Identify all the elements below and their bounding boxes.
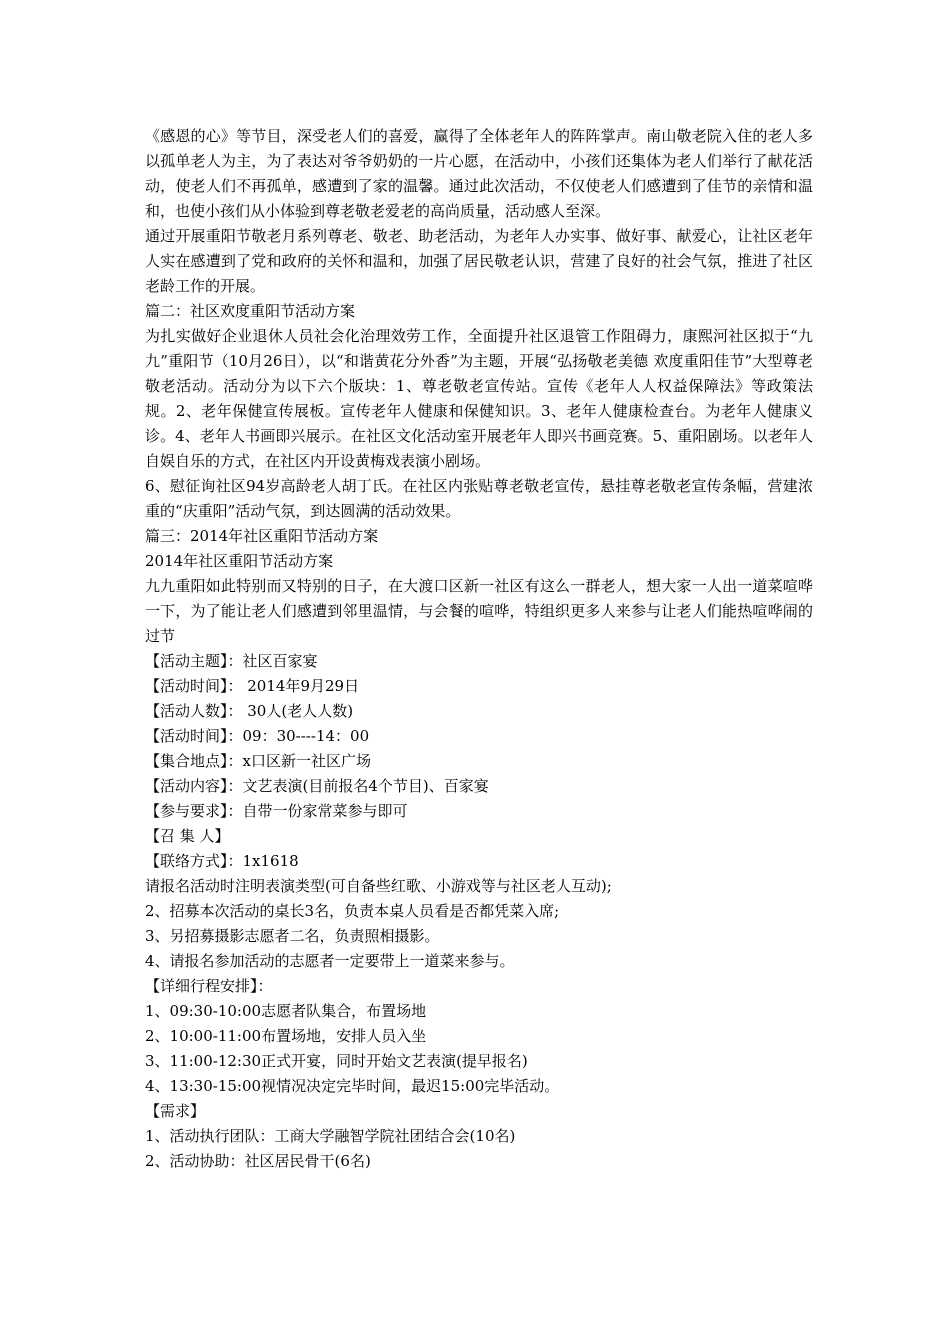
list-item: 3、另招募摄影志愿者二名，负责照相摄影。 xyxy=(145,927,440,945)
paragraph: 九九重阳如此特别而又特别的日子，在大渡口区新一社区有这么一群老人，想大家一人出一道菜喧哗一下，为了能让老人们感遭到邻里温情，与会餐的喧哗，特组织更多人来参与让老人们能热喧哗闹的过节 xyxy=(145,577,813,645)
section-heading: 【需求】 xyxy=(145,1102,206,1120)
paragraph: 为扎实做好企业退休人员社会化治理效劳工作，全面提升社区退管工作阻碍力，康熙河社区拟于“九九”重阳节（10月26日），以“和谐黄花分外香”为主题，开展“弘扬敬老美德 欢度重阳佳节”大型尊老敬老活动。活动分为以下六个版块：1、尊老敬老宣传站。宣传《老年人人权益保障法》等政策法规。2、老年保健宣传展板。宣传老年人健康和保健知识。3、老年人健康检查台。为老年人健康义诊。4、老年人书画即兴展示。在社区文化活动室开展老年人即兴书画竞赛。5、重阳剧场。以老年人自娱自乐的方式，在社区内开设黄梅戏表演小剧场。 xyxy=(145,327,813,470)
info-line: 【活动主题】：社区百家宴 xyxy=(145,652,318,670)
info-line: 【活动人数】： 30人(老人人数) xyxy=(145,702,354,720)
list-item: 2、活动协助：社区居民骨干(6名) xyxy=(145,1152,371,1170)
list-item: 请报名活动时注明表演类型(可自备些红歌、小游戏等与社区老人互动); xyxy=(145,877,612,895)
list-item: 2、10:00-11:00布置场地，安排人员入坐 xyxy=(145,1027,427,1045)
section-heading: 【详细行程安排】： xyxy=(145,977,273,995)
list-item: 1、09:30-10:00志愿者队集合，布置场地 xyxy=(145,1002,427,1020)
list-item: 3、11:00-12:30正式开宴，同时开始文艺表演(提早报名) xyxy=(145,1052,528,1070)
list-item: 2、招募本次活动的桌长3名，负责本桌人员看是否都凭菜入席; xyxy=(145,902,560,920)
section-heading: 篇二：社区欢度重阳节活动方案 xyxy=(145,302,356,320)
list-item: 1、活动执行团队：工商大学融智学院社团结合会(10名) xyxy=(145,1127,516,1145)
info-line: 【活动内容】：文艺表演(目前报名4个节目)、百家宴 xyxy=(145,777,489,795)
info-line: 【参与要求】：自带一份家常菜参与即可 xyxy=(145,802,408,820)
info-line: 【集合地点】：x口区新一社区广场 xyxy=(145,752,371,770)
info-line: 【活动时间】：09：30----14：00 xyxy=(145,727,370,745)
info-line: 【活动时间】： 2014年9月29日 xyxy=(145,677,360,695)
list-item: 4、请报名参加活动的志愿者一定要带上一道菜来参与。 xyxy=(145,952,515,970)
paragraph: 通过开展重阳节敬老月系列尊老、敬老、助老活动，为老年人办实事、做好事、献爱心，让社区老年人实在感遭到了党和政府的关怀和温和，加强了居民敬老认识，营建了良好的社会气氛，推进了社区老龄工作的开展。 xyxy=(145,227,813,295)
info-line: 【联络方式】：1x1618 xyxy=(145,852,299,870)
section-heading: 篇三：2014年社区重阳节活动方案 xyxy=(145,527,379,545)
document-body xyxy=(145,124,813,1174)
paragraph: 《感恩的心》等节目，深受老人们的喜爱，赢得了全体老年人的阵阵掌声。南山敬老院入住的老人多以孤单老人为主，为了表达对爷爷奶奶的一片心愿，在活动中，小孩们还集体为老人们举行了献花活动，使老人们不再孤单，感遭到了家的温馨。通过此次活动，不仅使老人们感遭到了佳节的亲情和温和，也使小孩们从小体验到尊老敬老爱老的高尚质量，活动感人至深。 xyxy=(145,127,813,220)
paragraph: 6、慰征询社区94岁高龄老人胡丁氏。在社区内张贴尊老敬老宣传，悬挂尊老敬老宣传条幅，营建浓重的“庆重阳”活动气氛，到达圆满的活动效果。 xyxy=(145,477,813,520)
document-title: 2014年社区重阳节活动方案 xyxy=(145,552,334,570)
info-line: 【召 集 人】 xyxy=(145,827,230,845)
list-item: 4、13:30-15:00视情况决定完毕时间，最迟15:00完毕活动。 xyxy=(145,1077,560,1095)
